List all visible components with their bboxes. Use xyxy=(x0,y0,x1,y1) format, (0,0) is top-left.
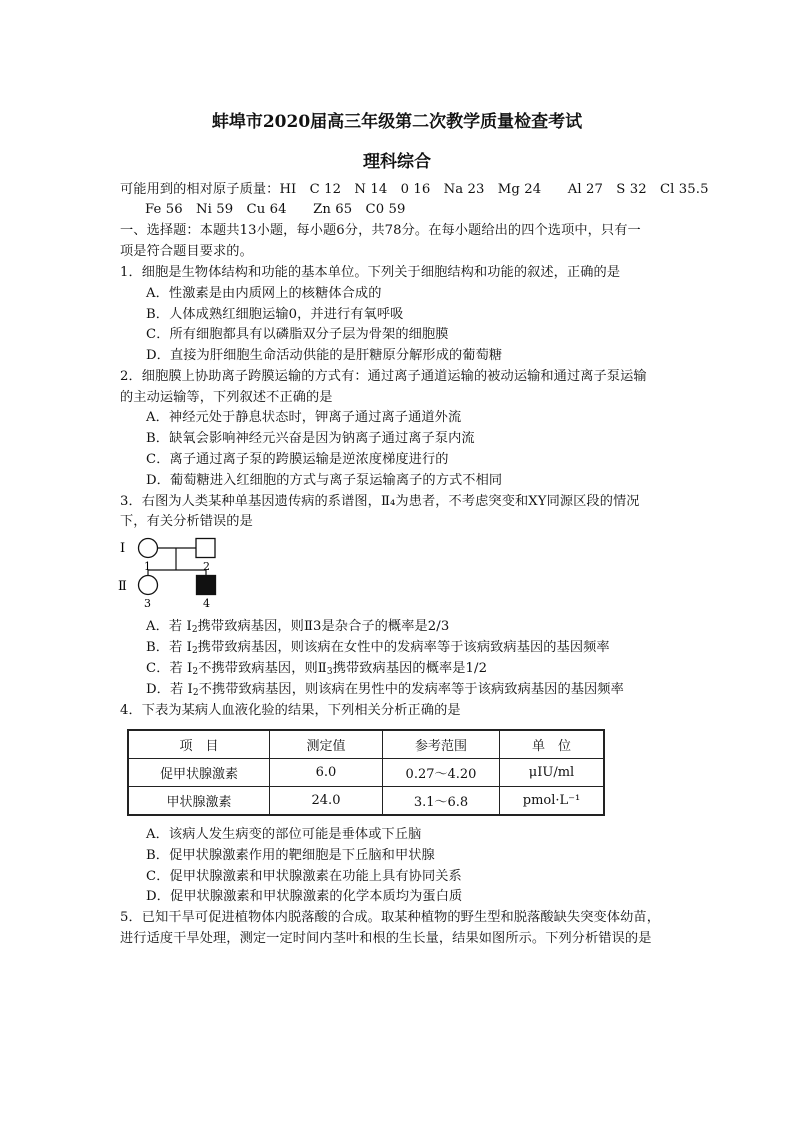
table-row xyxy=(128,787,604,816)
column-header: 参考范围 xyxy=(383,730,500,759)
table-cell: 0.27～4.20 xyxy=(383,759,500,787)
question-3-stem-line-1: 3．右图为人类某种单基因遗传病的系谱图，Ⅱ₄为患者，不考虑突变和XY同源区段的情况 xyxy=(120,494,640,509)
pedigree-chart xyxy=(118,532,228,612)
atomic-mass-line-1: 可能用到的相对原子质量：HI C 12 N 14 0 16 Na 23 Mg 24 Al 27 S 32 Cl 35.5 xyxy=(120,182,709,197)
column-header: 单 位 xyxy=(500,730,605,759)
generation-label-1: I xyxy=(120,541,126,556)
question-4-option-d: D．促甲状腺激素和甲状腺激素的化学本质均为蛋白质 xyxy=(146,889,463,904)
question-4-option-c: C．促甲状腺激素和甲状腺激素在功能上具有协同关系 xyxy=(146,869,462,884)
question-3-option-b: B．若 $I_2$携带致病基因，则该病在女性中的发病率等于该病致病基因的基因频率 xyxy=(146,640,610,656)
male-affected-4 xyxy=(197,576,216,595)
section-instruction-line-1: 一、选择题：本题共13小题，每小题6分，共78分。在每小题给出的四个选项中，只有一 xyxy=(120,223,641,238)
table-cell: 3.1～6.8 xyxy=(383,787,500,816)
column-header: 测定值 xyxy=(270,730,383,759)
female-unaffected-3 xyxy=(139,576,158,595)
question-1-option-a: A．性激素是由内质网上的核糖体合成的 xyxy=(146,286,382,301)
table-cell: 24.0 xyxy=(270,787,383,816)
page-subtitle: 理科综合 xyxy=(363,152,431,172)
lab-results-table xyxy=(127,729,605,816)
generation-label-2: Ⅱ xyxy=(118,579,127,594)
atomic-mass-line-2: Fe 56 Ni 59 Cu 64 Zn 65 C0 59 xyxy=(145,202,406,217)
section-instruction-line-2: 项是符合题目要求的。 xyxy=(120,244,253,259)
question-2-option-c: C．离子通过离子泵的跨膜运输是逆浓度梯度进行的 xyxy=(146,452,449,467)
table-cell: 6.0 xyxy=(270,759,383,787)
table-cell: pmol·L⁻¹ xyxy=(500,787,605,816)
question-5-stem-line-1: 5．已知干旱可促进植物体内脱落酸的合成。取某种植物的野生型和脱落酸缺失突变体幼苗， xyxy=(120,910,660,925)
question-3-stem-line-2: 下，有关分析错误的是 xyxy=(120,514,253,529)
question-5-stem-line-2: 进行适度干旱处理，测定一定时间内茎叶和根的生长量，结果如图所示。下列分析错误的是 xyxy=(120,931,652,946)
table-cell: 甲状腺激素 xyxy=(128,787,270,816)
question-2-option-b: B．缺氧会影响神经元兴奋是因为钠离子通过离子泵内流 xyxy=(146,431,475,446)
table-cell: μIU/ml xyxy=(500,759,605,787)
male-unaffected-2 xyxy=(196,539,215,558)
question-1-option-b: B．人体成熟红细胞运输0，并进行有氧呼吸 xyxy=(146,307,404,322)
question-1-option-d: D．直接为肝细胞生命活动供能的是肝糖原分解形成的葡萄糖 xyxy=(146,348,503,363)
question-4-option-b: B．促甲状腺激素作用的靶细胞是下丘脑和甲状腺 xyxy=(146,848,435,863)
question-4-option-a: A．该病人发生病变的部位可能是垂体或下丘脑 xyxy=(146,827,422,842)
question-3-option-c: C．若 $I_2$不携带致病基因，则$Ⅱ_3$携带致病基因的概率是1/2 xyxy=(146,661,488,677)
column-header: 项 目 xyxy=(128,730,270,759)
table-cell: 促甲状腺激素 xyxy=(128,759,270,787)
question-2-stem-line-1: 2．细胞膜上协助离子跨膜运输的方式有：通过离子通道运输的被动运输和通过离子泵运输 xyxy=(120,369,647,384)
question-2-stem-line-2: 的主动运输等，下列叙述不正确的是 xyxy=(120,390,333,405)
table-row xyxy=(128,759,604,787)
page-title: 蚌埠市2020届高三年级第二次教学质量检查考试 xyxy=(211,112,583,132)
question-4-stem: 4．下表为某病人血液化验的结果，下列相关分析正确的是 xyxy=(120,703,461,718)
question-2-option-d: D．葡萄糖进入红细胞的方式与离子泵运输离子的方式不相同 xyxy=(146,473,503,488)
table-header-row xyxy=(128,730,604,759)
question-1-option-c: C．所有细胞都具有以磷脂双分子层为骨架的细胞膜 xyxy=(146,327,449,342)
female-unaffected-1 xyxy=(139,539,158,558)
individual-number-1: 1 xyxy=(144,560,151,573)
individual-number-3: 3 xyxy=(144,597,151,610)
question-1-stem: 1．细胞是生物体结构和功能的基本单位。下列关于细胞结构和功能的叙述，正确的是 xyxy=(120,265,621,280)
question-2-option-a: A．神经元处于静息状态时，钾离子通过离子通道外流 xyxy=(146,410,462,425)
individual-number-4: 4 xyxy=(203,597,210,610)
question-3-option-d: D．若 $I_2$不携带致病基因，则该病在男性中的发病率等于该病致病基因的基因频率 xyxy=(146,682,624,698)
question-3-option-a: A．若 $I_2$携带致病基因，则Ⅱ3是杂合子的概率是2/3 xyxy=(146,619,450,635)
individual-number-2: 2 xyxy=(203,560,210,573)
